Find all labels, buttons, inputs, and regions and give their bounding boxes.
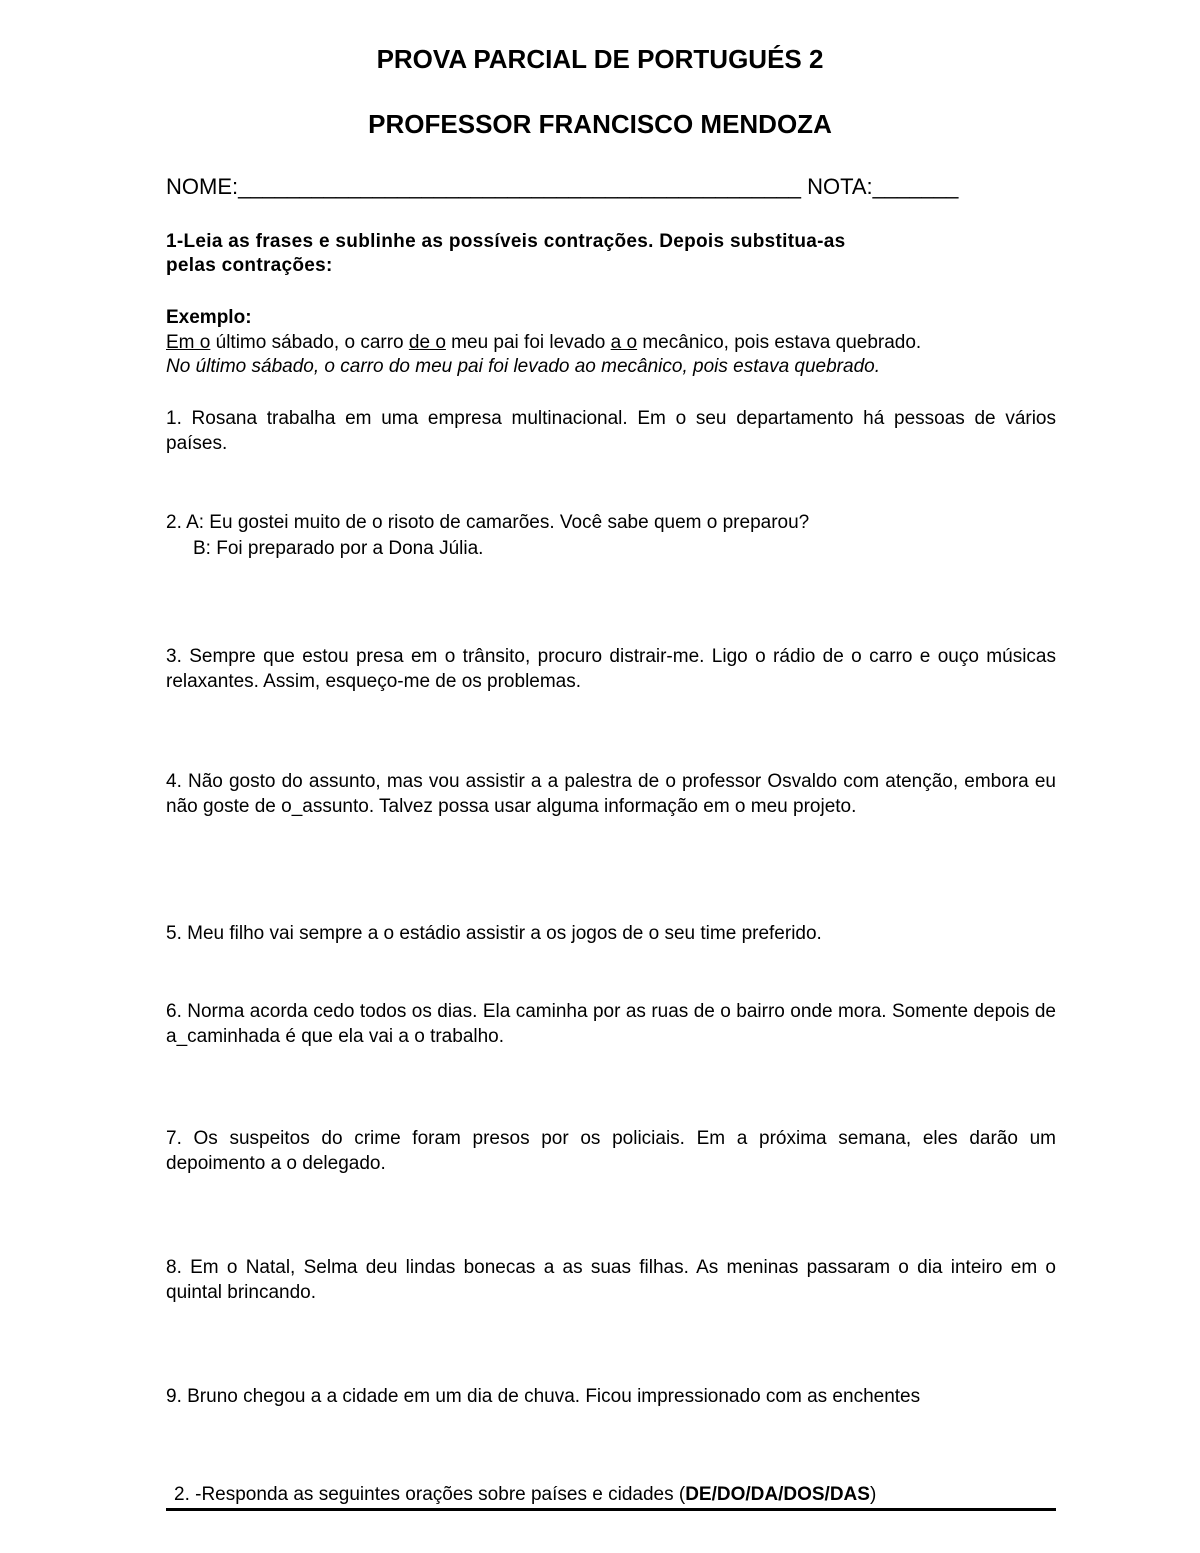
example-sentence	[166, 330, 1056, 355]
section-2-contractions: DE/DO/DA/DOS/DAS	[685, 1484, 870, 1505]
name-blank: ______________________________________________	[238, 174, 801, 199]
underlined-contraction: Em o	[166, 332, 211, 353]
instruction-line-1: 1-Leia as frases e sublinhe as possíveis contrações. Depois substitua-as	[166, 231, 846, 252]
exercise-item: 5. Meu filho vai sempre a o estádio assistir a os jogos de o seu time preferido.	[166, 923, 822, 944]
section-2-heading	[166, 1482, 1056, 1511]
exercise-item: 8. Em o Natal, Selma deu lindas bonecas a as suas filhas. As meninas passaram o dia inteiro em o quintal brincando.	[166, 1257, 1056, 1303]
name-grade-row	[166, 174, 1056, 200]
example-text: mecânico, pois estava quebrado.	[637, 332, 922, 353]
section-2-text: 2. -Responda as seguintes orações sobre países e cidades (	[174, 1484, 686, 1505]
grade-label: NOTA:	[807, 174, 873, 199]
exercise-item-answer: B: Foi preparado por a Dona Júlia.	[193, 538, 484, 559]
exercise-item: 7. Os suspeitos do crime foram presos por os policiais. Em a próxima semana, eles darão um depoimento a o delegado.	[166, 1128, 1056, 1174]
example-text: meu pai foi levado	[445, 332, 611, 353]
exercise-item: 1. Rosana trabalha em uma empresa multinacional. Em o seu departamento há pessoas de vários países.	[166, 408, 1056, 454]
exercise-item: 3. Sempre que estou presa em o trânsito, procuro distrair-me. Ligo o rádio de o carro e ouço músicas relaxantes. Assim, esqueço-me de os problemas.	[166, 646, 1056, 692]
example-label: Exemplo:	[166, 307, 252, 328]
professor-name: PROFESSOR FRANCISCO MENDOZA	[368, 109, 832, 139]
exercise-item: 6. Norma acorda cedo todos os dias. Ela caminha por as ruas de o bairro onde mora. Somente depois de a_caminhada é que ela vai a o trabalho.	[166, 1001, 1056, 1047]
name-label: NOME:	[166, 174, 239, 199]
example-text: último sábado, o carro	[210, 332, 409, 353]
grade-blank: _______	[872, 174, 959, 199]
exercise-item: 2. A: Eu gostei muito de o risoto de camarões. Você sabe quem o preparou?	[166, 512, 810, 533]
example-answer: No último sábado, o carro do meu pai foi levado ao mecânico, pois estava quebrado.	[166, 356, 880, 377]
underlined-contraction: a o	[610, 332, 638, 353]
instruction-line-2: pelas contrações:	[166, 255, 333, 276]
exercise-item: 9. Bruno chegou a a cidade em um dia de chuva. Ficou impressionado com as enchentes	[166, 1386, 921, 1407]
exam-title: PROVA PARCIAL DE PORTUGUÉS 2	[376, 44, 824, 74]
exercise-item: 4. Não gosto do assunto, mas vou assistir a a palestra de o professor Osvaldo com atenção, embora eu não goste de o_assunto. Talvez possa usar alguma informação em o meu projeto.	[166, 771, 1056, 817]
underlined-contraction: de o	[408, 332, 446, 353]
section-2-text-end: )	[869, 1484, 877, 1505]
